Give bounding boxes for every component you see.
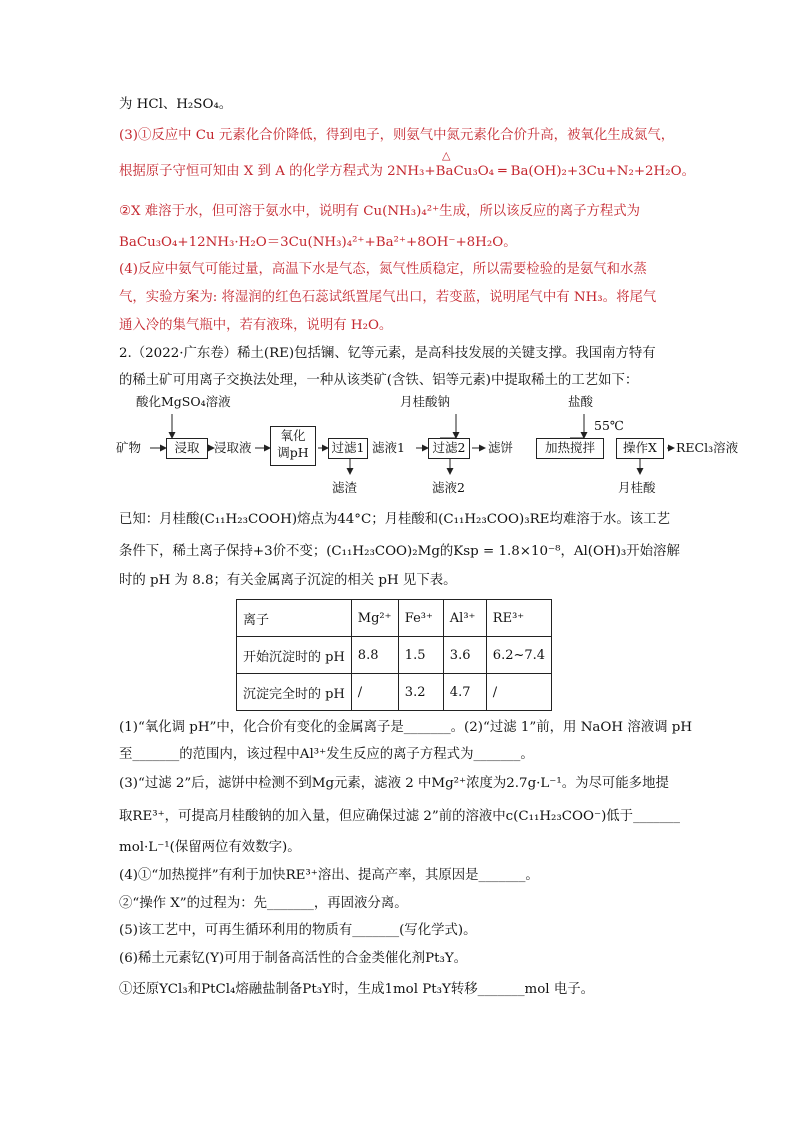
- answer-line-3: 根据原子守恒可知由 X 到 A 的化学方程式为 2NH₃+BaCu₃O₄ ═ Ba(OH)₂+3Cu+N₂+2H₂O。: [119, 164, 695, 179]
- ph-table: [236, 599, 552, 711]
- question-intro-1: 2.（2022·广东卷）稀土(RE)包括镧、钇等元素，是高科技发展的关键支撑。我国南方特有: [119, 346, 656, 361]
- table-cell: /: [486, 674, 551, 711]
- reagent-acidified-mgso4: 酸化MgSO₄溶液: [136, 394, 231, 409]
- box-leach: 浸取: [166, 438, 208, 459]
- lauric-acid-label: 月桂酸: [618, 480, 656, 495]
- table-row: [237, 637, 552, 674]
- box-oxidize-adjust-ph: [270, 426, 316, 466]
- table-cell: 4.7: [443, 674, 486, 711]
- box-oxidize-line1: 氧化: [280, 428, 306, 443]
- question-line-4: 取RE³⁺，可提高月桂酸钠的加入量，但应确保过滤 2”前的溶液中c(C₁₁H₂₃COO⁻)低于_______: [119, 809, 680, 824]
- question-line-1: (1)“氧化调 pH”中，化合价有变化的金属离子是_______。(2)“过滤 1”前，用 NaOH 溶液调 pH: [119, 720, 692, 735]
- temperature-label: 55℃: [594, 418, 624, 433]
- known-line-3: 时的 pH 为 8.8；有关金属离子沉淀的相关 pH 见下表。: [119, 573, 457, 588]
- answer-line-6: (4)反应中氨气可能过量，高温下水是气态，氮气性质稳定，所以需要检验的是氨气和水蒸: [119, 262, 647, 277]
- reagent-sodium-laurate: 月桂酸钠: [400, 394, 451, 409]
- table-cell: 3.6: [443, 637, 486, 674]
- question-line-8: (5)该工艺中，可再生循环利用的物质有_______(写化学式)。: [119, 923, 477, 938]
- question-line-10: ①还原YCl₃和PtCl₄熔融盐制备Pt₃Y时，生成1mol Pt₃Y转移_______mol 电子。: [119, 982, 594, 997]
- leachate-label: 浸取液: [214, 440, 252, 455]
- table-cell: 1.5: [398, 637, 443, 674]
- answer-line-5: BaCu₃O₄+12NH₃·H₂O＝3Cu(NH₃)₄²⁺+Ba²⁺+8OH⁻+8H₂O。: [119, 235, 517, 250]
- table-cell: 沉淀完全时的 pH: [237, 674, 352, 711]
- table-cell: 6.2~7.4: [486, 637, 551, 674]
- question-line-2: 至_______的范围内，该过程中Al³⁺发生反应的离子方程式为_______。: [119, 747, 534, 762]
- answer-line-8: 通入冷的集气瓶中，若有液珠，说明有 H₂O。: [119, 318, 393, 333]
- table-header-cell: Mg²⁺: [351, 600, 398, 637]
- table-header-row: [237, 600, 552, 637]
- table-cell: /: [351, 674, 398, 711]
- answer-line-4: ②X 难溶于水，但可溶于氨水中，说明有 Cu(NH₃)₄²⁺生成，所以该反应的离子方程式为: [119, 204, 641, 219]
- question-intro-2: 的稀土矿可用离子交换法处理，一种从该类矿(含铁、铝等元素)中提取稀土的工艺如下：: [119, 373, 639, 388]
- delta-symbol: △: [442, 149, 451, 162]
- known-line-2: 条件下，稀土离子保持+3价不变；(C₁₁H₂₃COO)₂Mg的Ksp = 1.8×10⁻⁸，Al(OH)₃开始溶解: [119, 544, 680, 559]
- table-header-cell: 离子: [237, 600, 352, 637]
- start-ore: 矿物: [116, 440, 142, 455]
- question-line-6: (4)①“加热搅拌”有利于加快RE³⁺溶出、提高产率，其原因是_______。: [119, 868, 539, 883]
- question-line-5: mol·L⁻¹(保留两位有效数字)。: [119, 840, 301, 855]
- box-filter-1: 过滤1: [328, 438, 368, 459]
- answer-line-1: 为 HCl、H₂SO₄。: [119, 97, 233, 112]
- box-filter-2: 过滤2: [428, 438, 470, 459]
- table-header-cell: RE³⁺: [486, 600, 551, 637]
- table-cell: 开始沉淀时的 pH: [237, 637, 352, 674]
- table-header-cell: Fe³⁺: [398, 600, 443, 637]
- table-cell: 3.2: [398, 674, 443, 711]
- known-line-1: 已知：月桂酸(C₁₁H₂₃COOH)熔点为44°C；月桂酸和(C₁₁H₂₃COO)₃RE均难溶于水。该工艺: [119, 512, 670, 527]
- process-flow-diagram: [110, 394, 750, 504]
- product-recl3: RECl₃溶液: [676, 440, 739, 455]
- question-line-7: ②“操作 X”的过程为：先_______，再固液分离。: [119, 896, 408, 911]
- reagent-hydrochloric-acid: 盐酸: [568, 394, 594, 409]
- answer-line-7: 气，实验方案为: 将湿润的红色石蕊试纸置尾气出口，若变蓝，说明尾气中有 NH₃。将尾气: [119, 290, 657, 305]
- table-row: [237, 674, 552, 711]
- filtercake-label: 滤饼: [488, 440, 514, 455]
- question-line-3: (3)“过滤 2”后，滤饼中检测不到Mg元素，滤液 2 中Mg²⁺浓度为2.7g·L⁻¹。为尽可能多地提: [119, 776, 669, 791]
- box-heat-stir: 加热搅拌: [536, 438, 604, 459]
- filtrate1-label: 滤液1: [372, 440, 405, 455]
- question-line-9: (6)稀土元素钇(Y)可用于制备高活性的合金类催化剂Pt₃Y。: [119, 951, 468, 966]
- table-cell: 8.8: [351, 637, 398, 674]
- answer-line-2: (3)①反应中 Cu 元素化合价降低，得到电子，则氨气中氮元素化合价升高，被氧化生成氮气，: [119, 128, 675, 143]
- box-operation-x: 操作X: [616, 438, 664, 459]
- table-header-cell: Al³⁺: [443, 600, 486, 637]
- filtrate2-label: 滤液2: [432, 480, 465, 495]
- residue-label: 滤渣: [332, 480, 358, 495]
- box-oxidize-line2: 调pH: [277, 445, 309, 460]
